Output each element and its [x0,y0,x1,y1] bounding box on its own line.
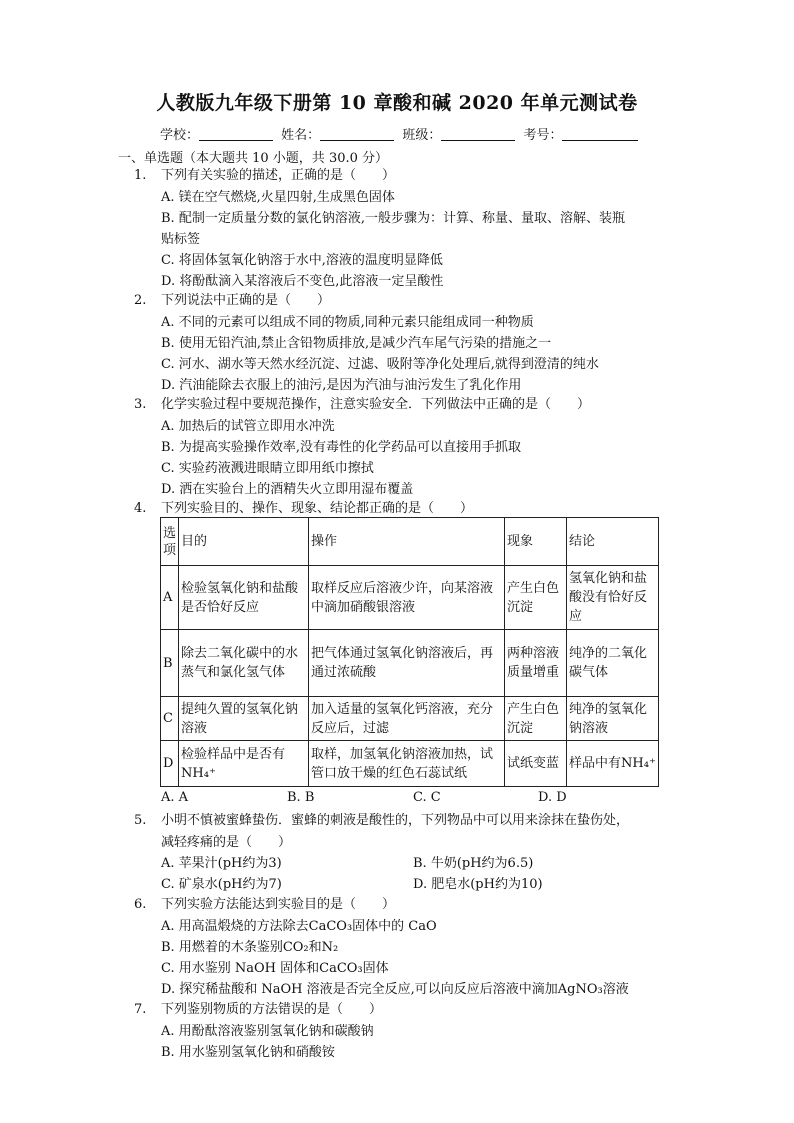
class-label: 班级： [402,128,442,143]
q4-choice-b: B. B [287,790,315,805]
q2-option-d: D. 汽油能除去衣服上的油污,是因为汽油与油污发生了乳化作用 [161,378,522,393]
name-label: 姓名： [281,128,321,143]
q7-option-a: A. 用酚酞溶液鉴别氢氧化钠和碳酸钠 [161,1024,374,1039]
question-stem: 下列有关实验的描述，正确的是（ ） [161,168,396,183]
question-number: 6. [134,897,147,912]
header-operation: 操作 [309,518,505,566]
cell-conclusion: 氢氧化钠和盐酸没有恰好反应 [567,566,659,630]
table-row [161,741,659,787]
experiment-table [160,517,659,787]
cell-goal: 提纯久置的氢氧化钠溶液 [179,697,309,741]
class-blank[interactable] [441,128,515,141]
cell-operation: 加入适量的氢氧化钙溶液，充分反应后，过滤 [309,697,505,741]
q1-option-c: C. 将固体氢氧化钠溶于水中,溶液的温度明显降低 [161,253,443,268]
cell-conclusion: 纯净的二氧化碳气体 [567,630,659,697]
page-title: 人教版九年级下册第 10 章酸和碱 2020 年单元测试卷 [156,92,638,114]
school-label: 学校： [160,128,200,143]
cell-goal: 检验氢氧化钠和盐酸是否恰好反应 [179,566,309,630]
q6-option-b: B. 用燃着的木条鉴别CO₂和N₂ [161,940,339,955]
name-blank[interactable] [320,128,394,141]
q4-choice-c: C. C [413,790,441,805]
student-info-line [160,124,642,143]
cell-operation: 取样，加氢氧化钠溶液加热，试管口放干燥的红色石蕊试纸 [309,741,505,787]
question-number: 5. [134,813,147,828]
q1-option-a: A. 镁在空气燃烧,火星四射,生成黑色固体 [161,190,395,205]
q6-option-a: A. 用高温煅烧的方法除去CaCO₃固体中的 CaO [161,919,437,934]
cell-conclusion: 纯净的氢氧化钠溶液 [567,697,659,741]
q2-option-a: A. 不同的元素可以组成不同的物质,同种元素只能组成同一种物质 [161,315,534,330]
q6-option-c: C. 用水鉴别 NaOH 固体和CaCO₃固体 [161,961,389,976]
question-stem: 下列实验目的、操作、现象、结论都正确的是（ ） [161,501,474,516]
q4-choice-d: D. D [538,790,567,805]
cell-option: C [161,697,179,741]
question-stem: 下列说法中正确的是（ ） [161,293,331,308]
question-number: 7. [134,1002,147,1017]
question-number: 4. [134,501,147,516]
cell-option: A [161,566,179,630]
school-blank[interactable] [199,128,273,141]
q5-option-c: C. 矿泉水(pH约为7) [161,877,282,892]
section-heading: 一、单选题（本大题共 10 小题，共 30.0 分） [118,151,389,166]
q3-option-d: D. 洒在实验台上的酒精失火立即用湿布覆盖 [161,482,414,497]
cell-conclusion: 样品中有NH₄⁺ [567,741,659,787]
cell-option: D [161,741,179,787]
question-stem: 下列鉴别物质的方法错误的是（ ） [161,1002,383,1017]
q3-option-c: C. 实验药液溅进眼睛立即用纸巾擦拭 [161,461,374,476]
header-goal: 目的 [179,518,309,566]
cell-phenomenon: 产生白色沉淀 [505,697,567,741]
question-number: 2. [134,293,147,308]
q6-option-d: D. 探究稀盐酸和 NaOH 溶液是否完全反应,可以向反应后溶液中滴加AgNO₃溶液 [161,982,629,997]
table-row [161,697,659,741]
question-stem: 小明不慎被蜜蜂蛰伤．蜜蜂的刺液是酸性的，下列物品中可以用来涂抹在蛰伤处， [161,813,630,828]
q4-choice-a: A. A [161,790,189,805]
cell-option: B [161,630,179,697]
table-header-row [161,518,659,566]
q2-option-c: C. 河水、湖水等天然水经沉淀、过滤、吸附等净化处理后,就得到澄清的纯水 [161,357,599,372]
q7-option-b: B. 用水鉴别氢氧化钠和硝酸铵 [161,1045,335,1060]
q5-option-a: A. 苹果汁(pH约为3) [161,856,282,871]
question-stem: 化学实验过程中要规范操作，注意实验安全．下列做法中正确的是（ ） [161,397,591,412]
cell-goal: 除去二氧化碳中的水蒸气和氯化氢气体 [179,630,309,697]
q5-option-d: D. 肥皂水(pH约为10) [413,877,543,892]
header-option: 选项 [161,518,179,566]
table-row [161,566,659,630]
cell-goal: 检验样品中是否有NH₄⁺ [179,741,309,787]
cell-phenomenon: 试纸变蓝 [505,741,567,787]
question-stem: 下列实验方法能达到实验目的是（ ） [161,897,396,912]
header-conclusion: 结论 [567,518,659,566]
q5-stem-cont: 减轻疼痛的是（ ） [161,835,292,850]
exam-no-label: 考号： [523,128,563,143]
exam-no-blank[interactable] [562,128,638,141]
q2-option-b: B. 使用无铅汽油,禁止含铅物质排放,是减少汽车尾气污染的措施之一 [161,336,552,351]
cell-phenomenon: 产生白色沉淀 [505,566,567,630]
q3-option-b: B. 为提高实验操作效率,没有毒性的化学药品可以直接用手抓取 [161,440,521,455]
cell-operation: 把气体通过氢氧化钠溶液后，再通过浓硫酸 [309,630,505,697]
table-row [161,630,659,697]
q1-option-b-cont: 贴标签 [161,232,201,247]
question-number: 1. [134,168,147,183]
header-phenomenon: 现象 [505,518,567,566]
cell-operation: 取样反应后溶液少许，向某溶液中滴加硝酸银溶液 [309,566,505,630]
q3-option-a: A. 加热后的试管立即用水冲洗 [161,419,335,434]
q1-option-b: B. 配制一定质量分数的氯化钠溶液,一般步骤为：计算、称量、量取、溶解、装瓶 [161,211,625,226]
q5-option-b: B. 牛奶(pH约为6.5) [413,856,534,871]
question-number: 3. [134,397,147,412]
cell-phenomenon: 两种溶液质量增重 [505,630,567,697]
q1-option-d: D. 将酚酞滴入某溶液后不变色,此溶液一定呈酸性 [161,274,444,289]
